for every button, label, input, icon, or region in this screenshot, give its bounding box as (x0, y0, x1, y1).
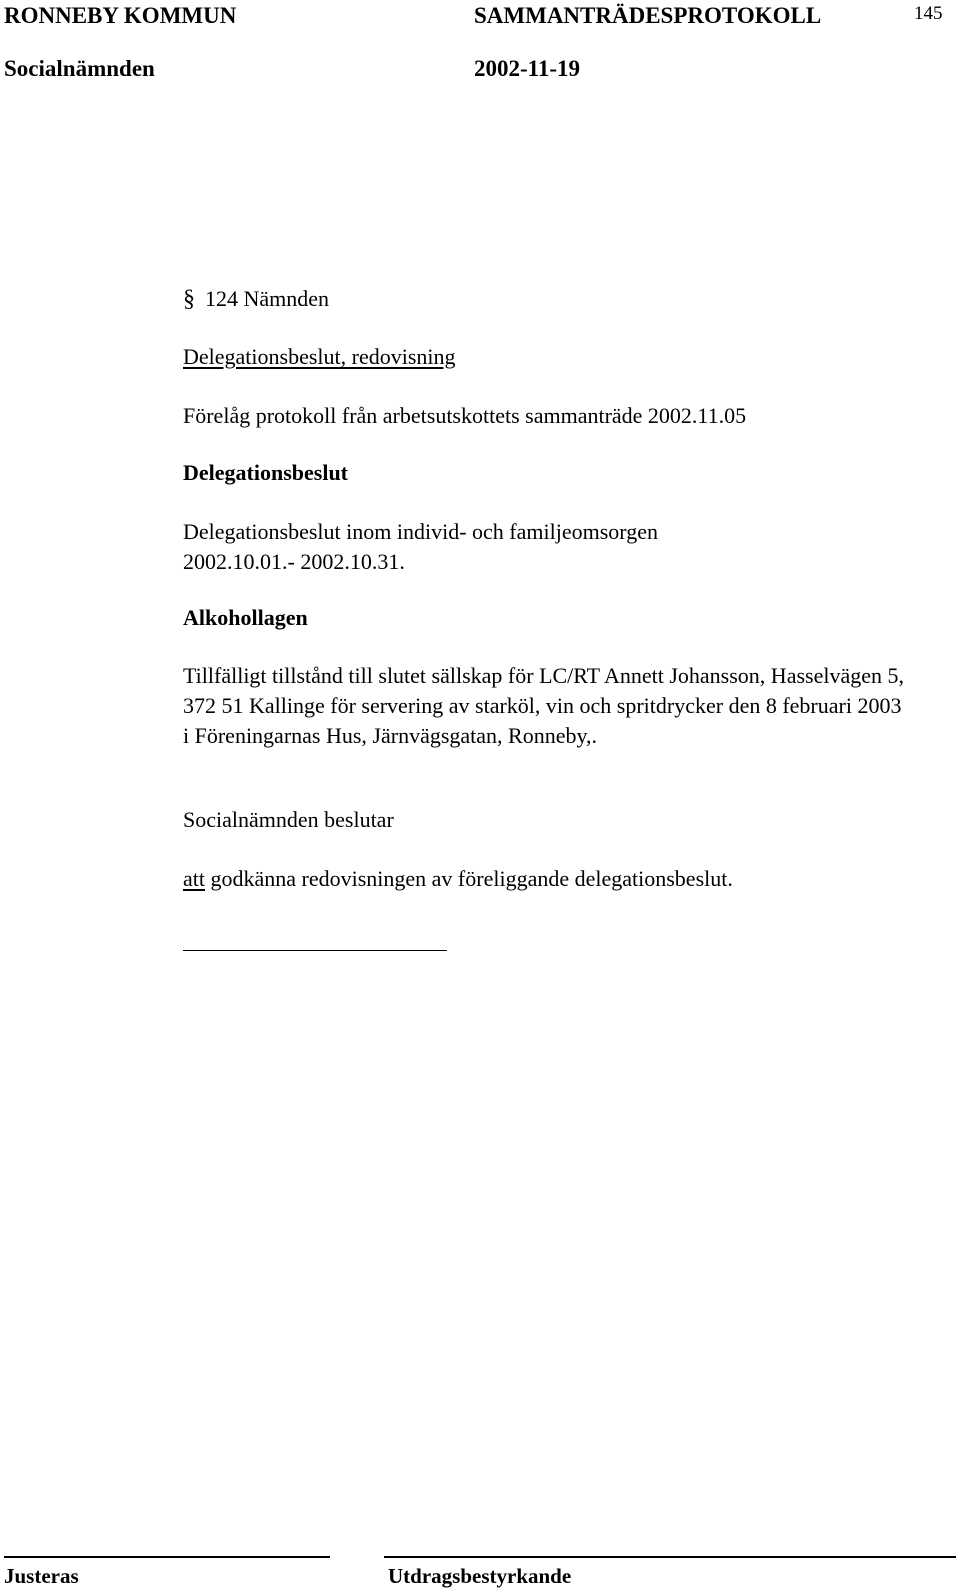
decision-text: godkänna redovisningen av föreliggande delegationsbeslut. (205, 866, 733, 891)
decision-line (183, 864, 733, 894)
footer-line-right (384, 1556, 956, 1558)
decision-att: att (183, 866, 205, 891)
footer-justeras: Justeras (4, 1564, 79, 1588)
municipality-name: RONNEBY KOMMUN (4, 3, 237, 28)
delegation-text: Delegationsbeslut inom individ- och familjeomsorgen 2002.10.01.- 2002.10.31. (183, 519, 658, 574)
item-heading: Delegationsbeslut, redovisning (183, 344, 456, 369)
end-rule (183, 950, 447, 951)
committee-name: Socialnämnden (4, 56, 155, 81)
meeting-date: 2002-11-19 (474, 56, 581, 81)
section-title-text: 124 Nämnden (205, 286, 330, 311)
alcohol-text: Tillfälligt tillstånd till slutet sällskap för LC/RT Annett Johansson, Hasselvägen 5, 372 51 Kallinge för servering av starköl, vin och spritdrycker den 8 februari 2003 i Föreningarnas Hus, Järnvägsgatan, Ronneby,. (183, 663, 904, 748)
section-title (183, 284, 329, 314)
footer-utdragsbestyrkande: Utdragsbestyrkande (388, 1564, 572, 1588)
page-number: 145 (914, 3, 943, 24)
document-type: SAMMANTRÄDESPROTOKOLL (474, 3, 822, 28)
decision-intro: Socialnämnden beslutar (183, 807, 394, 832)
intro-text: Förelåg protokoll från arbetsutskottets sammanträde 2002.11.05 (183, 403, 747, 428)
footer-line-left (4, 1556, 330, 1558)
subheading-alcohol: Alkohollagen (183, 605, 308, 630)
section-mark: § (183, 286, 195, 312)
subheading-delegation: Delegationsbeslut (183, 460, 348, 485)
